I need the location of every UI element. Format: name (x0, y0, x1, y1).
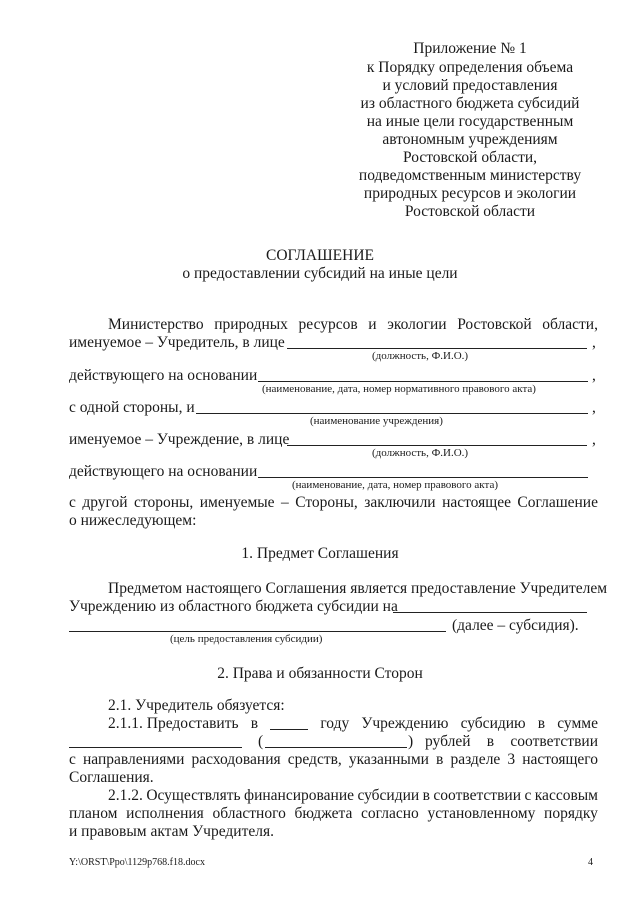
fill-blank-position[interactable] (287, 348, 587, 349)
hint-institution: (наименование учреждения) (310, 415, 443, 427)
clause-2-1-1-line-2-tail: рублей в соответствии (425, 733, 598, 750)
preamble-line-2: именуемое – Учредитель, в лице (69, 334, 285, 351)
appendix-line: Ростовской области, (402, 149, 538, 166)
hint-basis-2: (наименование, дата, номер правового акта) (292, 479, 498, 491)
preamble-line-5: именуемое – Учреждение, в лице (69, 431, 290, 448)
section1-line-2: Учреждению из областного бюджета субсидии на (69, 598, 398, 615)
preamble-line-7: с другой стороны, именуемые – Стороны, заключили настоящее Соглашение (69, 494, 598, 511)
paren-close: ) (408, 733, 414, 750)
fill-blank-purpose-2[interactable] (69, 631, 446, 632)
appendix-line: Приложение № 1 (413, 40, 527, 57)
hint-basis: (наименование, дата, номер нормативного правового акта) (262, 383, 536, 395)
comma: , (592, 367, 596, 384)
hint-position-2: (должность, Ф.И.О.) (372, 447, 469, 459)
preamble-line-1: Министерство природных ресурсов и экологии Ростовской области, (108, 316, 598, 333)
section1-line-1: Предметом настоящего Соглашения является предоставление Учредителем (108, 580, 608, 597)
fill-blank-basis-2[interactable] (258, 477, 588, 478)
preamble-line-6: действующего на основании (69, 463, 258, 480)
appendix-line: природных ресурсов и экологии (363, 185, 577, 202)
comma: , (592, 431, 596, 448)
appendix-line: к Порядку определения объема (366, 59, 574, 76)
fill-blank-amount-words[interactable] (265, 747, 407, 748)
clause-2-1-1-line-4: Соглашения. (69, 769, 154, 786)
appendix-line: на иные цели государственным (366, 113, 574, 130)
clause-2-1-1-line-3: с направлениями расходования средств, указанными в разделе 3 настоящего (69, 751, 598, 768)
footer-page-number: 4 (588, 857, 593, 868)
fill-blank-purpose-1[interactable] (393, 612, 587, 613)
appendix-line: автономным учреждениям (382, 131, 558, 148)
comma: , (592, 399, 596, 416)
appendix-line: из областного бюджета субсидий (360, 95, 580, 112)
section1-line-3-tail: (далее – субсидия). (452, 617, 579, 634)
preamble-line-3: действующего на основании (69, 367, 258, 384)
section1-heading: 1. Предмет Соглашения (241, 545, 399, 562)
fill-blank-year[interactable] (270, 715, 308, 730)
appendix-line: подведомственным министерству (358, 167, 582, 184)
document-title: СОГЛАШЕНИЕ (266, 247, 374, 264)
hint-purpose: (цель предоставления субсидии) (170, 633, 323, 645)
document-subtitle: о предоставлении субсидий на иные цели (182, 265, 458, 282)
comma: , (592, 334, 596, 351)
clause-2-1-1-line-1: 2.1.1. Предоставить в году Учреждению субсидию в сумме (108, 715, 598, 732)
clause-2-1-2-line-1: 2.1.2. Осуществлять финансирование субсидии в соответствии с кассовым (108, 787, 598, 804)
appendix-line: Ростовской области (404, 203, 536, 220)
clause-2-1-2-line-2: планом исполнения областного бюджета согласно установленному порядку (69, 805, 598, 822)
clause-2-1: 2.1. Учредитель обязуется: (108, 697, 285, 714)
appendix-line: и условий предоставления (382, 77, 558, 94)
paren-open: ( (258, 733, 264, 750)
footer-file-path: Y:\ORST\Ppo\1129p768.f18.docx (69, 857, 205, 868)
clause-2-1-2-line-3: и правовым актам Учредителя. (69, 823, 274, 840)
preamble-line-4: с одной стороны, и (69, 399, 195, 416)
section2-heading: 2. Права и обязанности Сторон (217, 665, 423, 682)
fill-blank-institution[interactable] (196, 413, 588, 414)
fill-blank-amount[interactable] (69, 747, 242, 748)
fill-blank-position-2[interactable] (287, 445, 587, 446)
preamble-line-8: о нижеследующем: (69, 512, 197, 529)
fill-blank-basis[interactable] (258, 381, 588, 382)
hint-position: (должность, Ф.И.О.) (372, 350, 469, 362)
